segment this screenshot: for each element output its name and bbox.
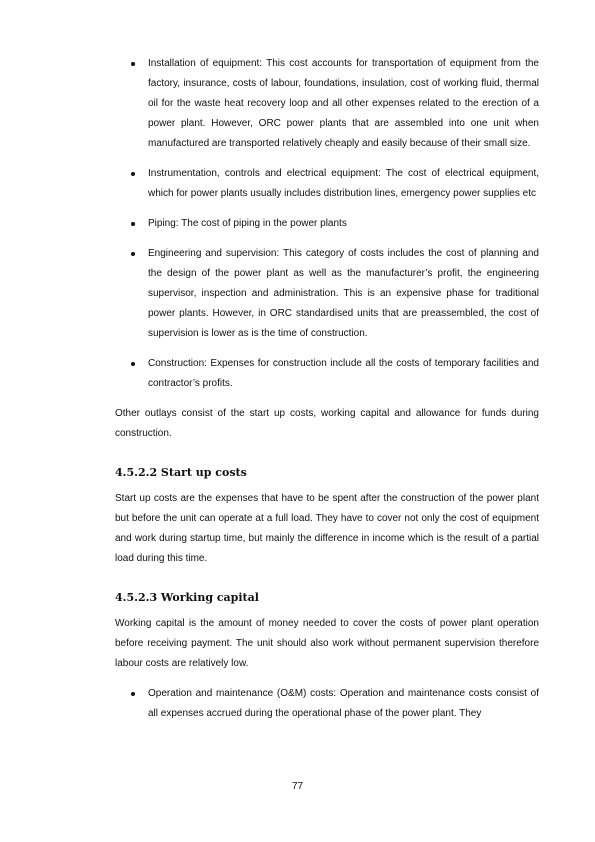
list-item — [115, 164, 539, 204]
bullet-text: Construction: Expenses for construction include all the costs of temporary facilities and contractor’s profits. — [148, 358, 539, 389]
start-up-costs-heading: 4.5.2.2 Start up costs — [115, 466, 247, 479]
working-capital-paragraph: Working capital is the amount of money needed to cover the costs of power plant operation before receiving payment. The unit should also work without permanent supervision therefore labour costs are relatively low. — [115, 618, 539, 669]
page-content — [115, 52, 539, 734]
bullet-icon — [131, 62, 135, 66]
bullet-icon — [131, 362, 135, 366]
bullet-icon — [131, 252, 135, 256]
bullet-text: Installation of equipment: This cost accounts for transportation of equipment from the factory, insurance, costs of labour, foundations, insulation, cost of working fluid, thermal oil for the waste heat recovery loop and all other expenses related to the erection of a power plant. However, ORC power plants that are assembled into one unit when manufactured are transported relatively cheaply and easily because of their small size. — [148, 58, 539, 149]
bullet-icon — [131, 172, 135, 176]
other-outlays-paragraph: Other outlays consist of the start up costs, working capital and allowance for funds during construction. — [115, 408, 539, 439]
bullet-text: Piping: The cost of piping in the power plants — [148, 218, 347, 229]
start-up-costs-paragraph: Start up costs are the expenses that have to be spent after the construction of the power plant but before the unit can operate at a full load. They have to cover not only the cost of equipment and work during startup time, but mainly the difference in income which is the result of a partial load during this time. — [115, 493, 539, 564]
working-capital-heading: 4.5.2.3 Working capital — [115, 591, 259, 604]
list-item — [115, 54, 539, 154]
bullet-text: Engineering and supervision: This category of costs includes the cost of planning and the design of the power plant as well as the manufacturer’s profit, the engineering supervisor, inspection and administration. This is an expensive phase for traditional power plants. However, in ORC standardised units that are preassembled, the cost of supervision is lower as is the time of construction. — [148, 248, 539, 339]
bullet-icon — [131, 222, 135, 226]
cost-bullet-list — [115, 54, 539, 394]
list-item — [115, 244, 539, 344]
list-item — [115, 354, 539, 394]
bullet-text: Instrumentation, controls and electrical equipment: The cost of electrical equipment, which for power plants usually includes distribution lines, emergency power supplies etc — [148, 168, 539, 199]
list-item — [115, 214, 539, 234]
page-number: 77 — [291, 781, 304, 792]
list-item — [115, 684, 539, 724]
bullet-icon — [131, 692, 135, 696]
om-bullet-list — [115, 684, 539, 724]
bullet-text: Operation and maintenance (O&M) costs: Operation and maintenance costs consist of all expenses accrued during the operational phase of the power plant. They — [148, 688, 539, 719]
